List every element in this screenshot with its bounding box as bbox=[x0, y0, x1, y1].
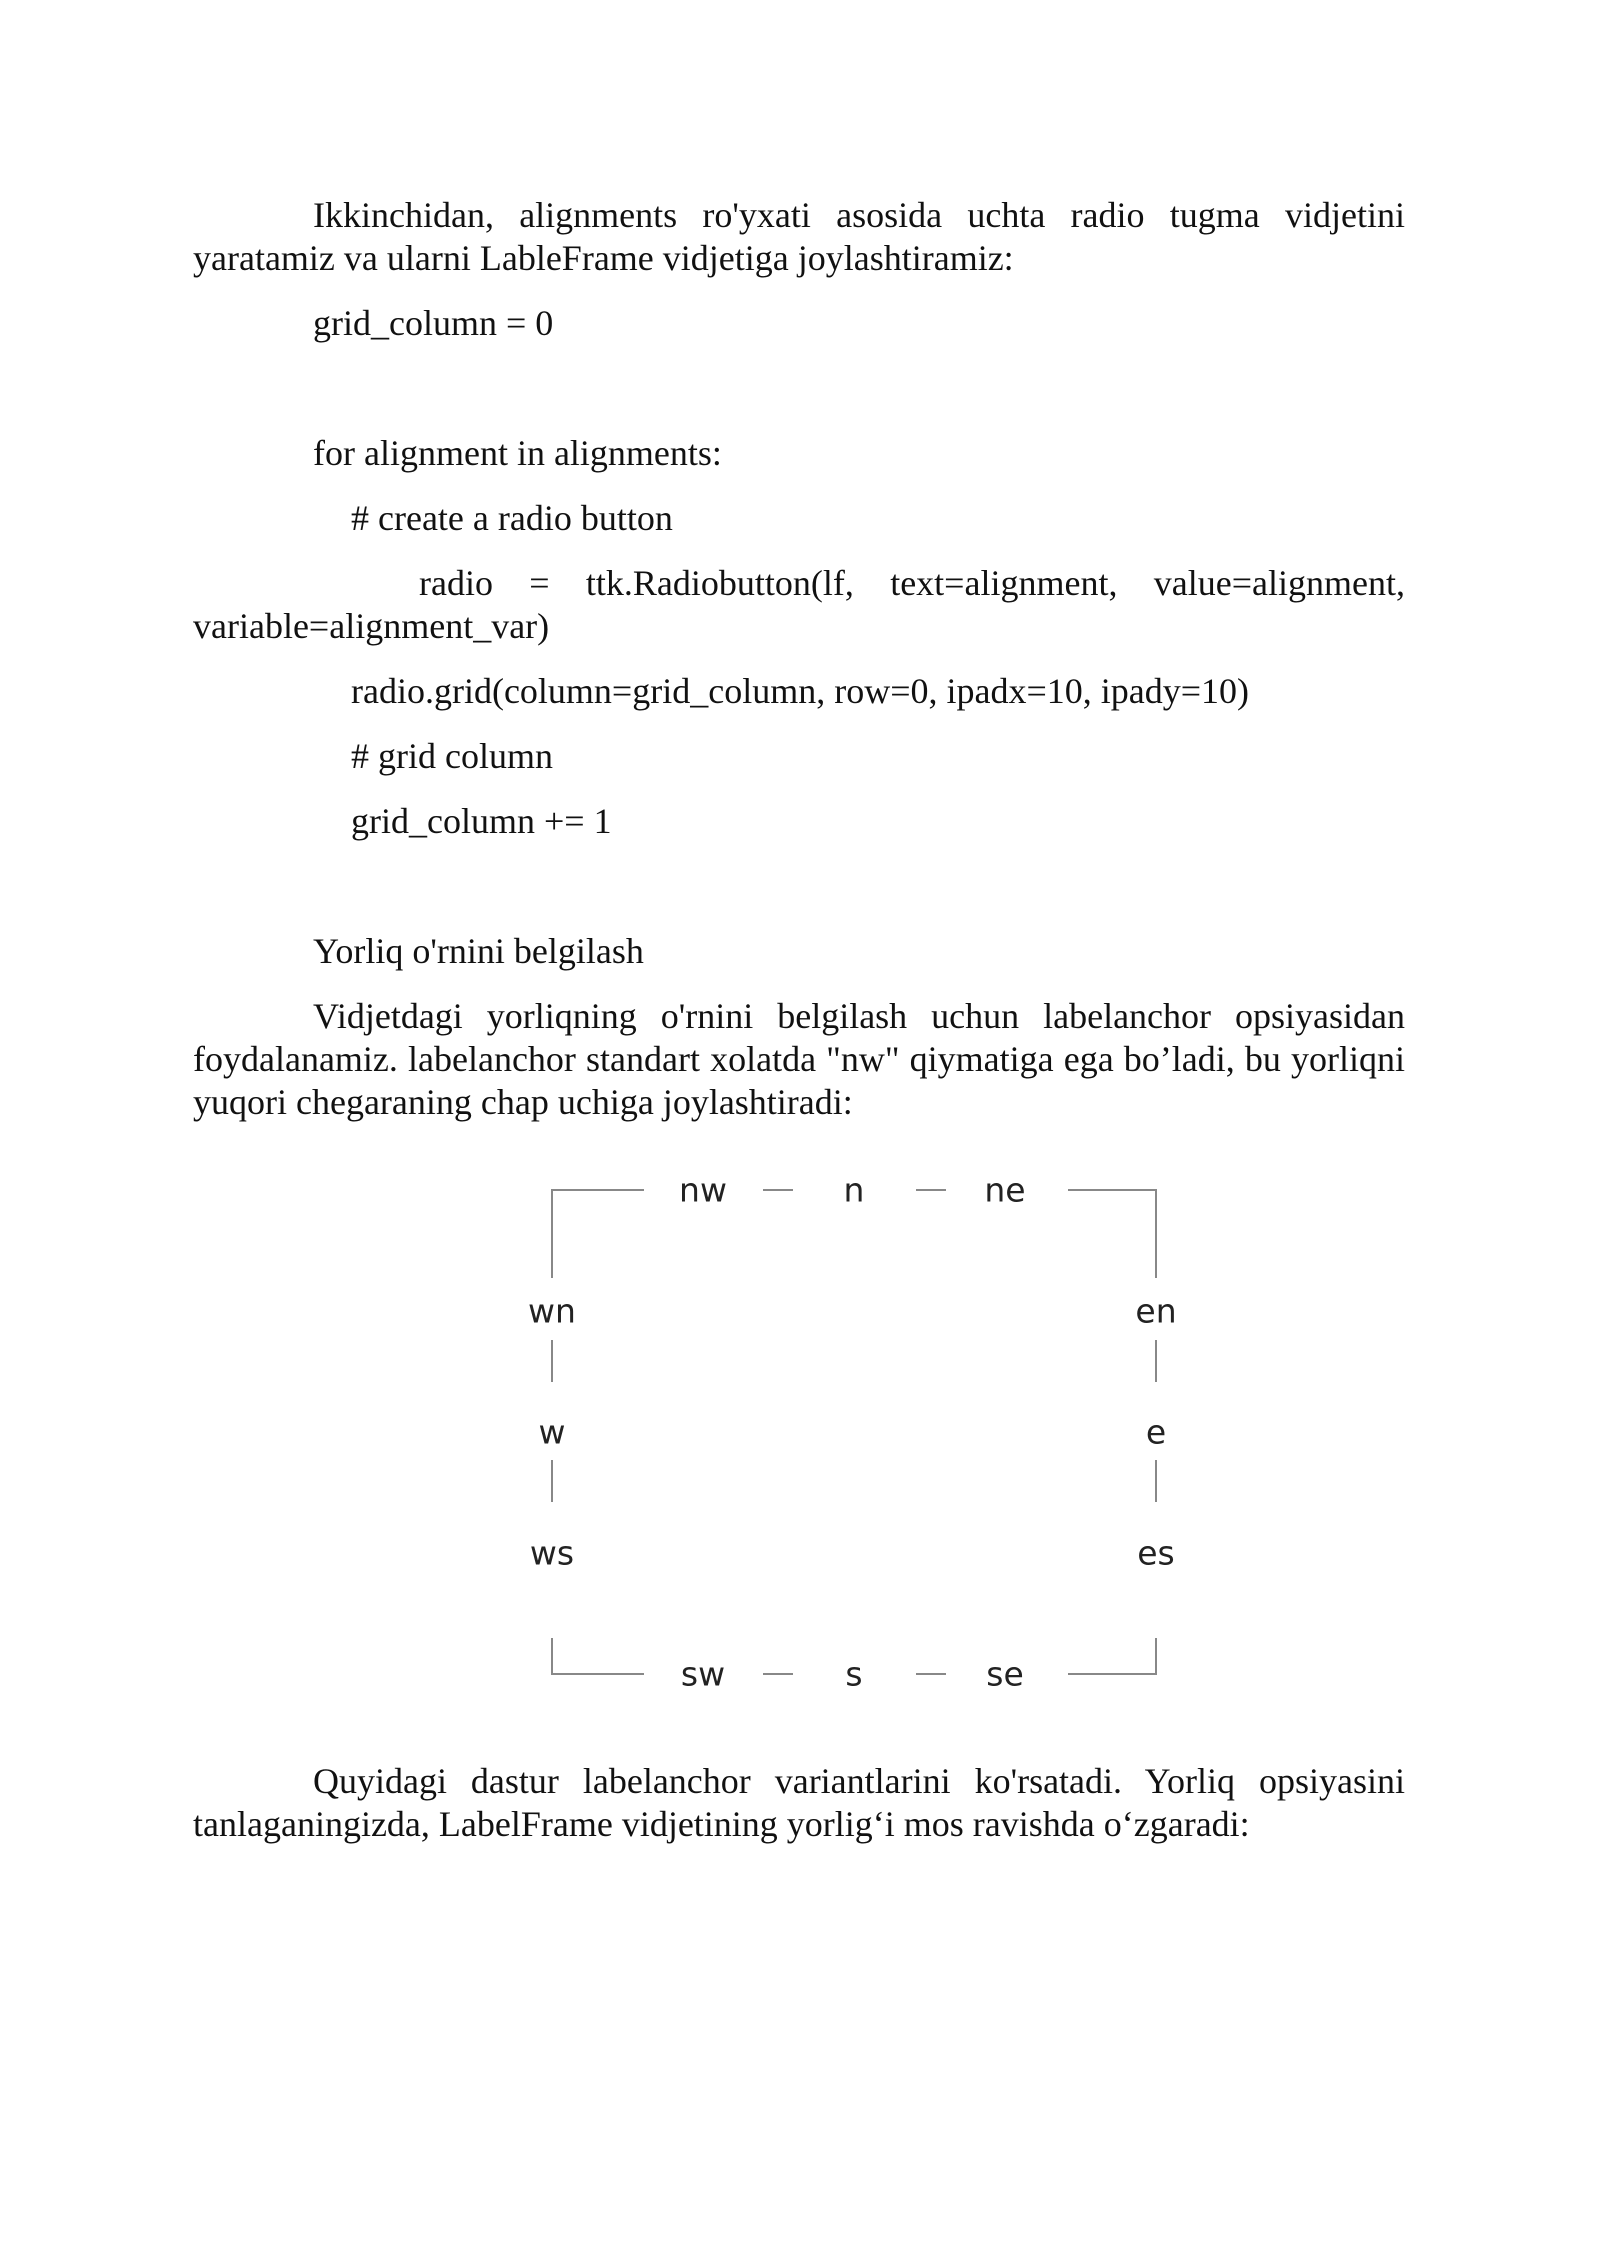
corner-bottom-right bbox=[1068, 1638, 1156, 1674]
code-line-radio-create-cont: variable=alignment_var) bbox=[193, 606, 550, 646]
code-line-grid-column-init: grid_column = 0 bbox=[313, 303, 554, 343]
anchor-label-ws: ws bbox=[529, 1533, 575, 1573]
code-line-grid-increment: grid_column += 1 bbox=[351, 801, 612, 841]
anchor-label-nw: nw bbox=[679, 1170, 727, 1210]
code-line-comment-grid: # grid column bbox=[351, 736, 553, 776]
anchor-label-e: e bbox=[1145, 1412, 1167, 1452]
paragraph-program-intro: Quyidagi dastur labelanchor variantlarini ko'rsatadi. Yorliq opsiyasini tanlaganingizda, LabelFrame vidjetining yorlig‘i mos ravishda o‘zgaradi: bbox=[193, 1761, 1405, 1844]
corner-top-right bbox=[1068, 1190, 1156, 1278]
code-line-radio-create bbox=[419, 562, 1405, 605]
paragraph-intro: Ikkinchidan, alignments ro'yxati asosida uchta radio tugma vidjetini yaratamiz va ularni LableFrame vidjetiga joylashtiramiz: bbox=[193, 195, 1405, 278]
labelanchor-diagram bbox=[500, 1150, 1200, 1710]
code-token: = bbox=[529, 563, 550, 603]
anchor-label-sw: sw bbox=[680, 1654, 726, 1694]
code-token: ttk.Radiobutton(lf, bbox=[585, 563, 854, 603]
anchor-label-ne: ne bbox=[984, 1170, 1026, 1210]
section-heading: Yorliq o'rnini belgilash bbox=[313, 931, 644, 971]
code-line-for-loop: for alignment in alignments: bbox=[313, 433, 722, 473]
anchor-label-se: se bbox=[986, 1654, 1024, 1694]
paragraph-labelanchor: Vidjetdagi yorliqning o'rnini belgilash uchun labelanchor opsiyasidan foydalanamiz. labelanchor standart xolatda "nw" qiymatiga ega bo’ladi, bu yorliqni yuqori chegaraning chap uchiga joylashtiradi: bbox=[193, 996, 1405, 1122]
anchor-label-n: n bbox=[843, 1170, 865, 1210]
code-line-comment-radio: # create a radio button bbox=[351, 498, 673, 538]
corner-top-left bbox=[552, 1190, 644, 1278]
code-token: text=alignment, bbox=[890, 563, 1118, 603]
anchor-label-w: w bbox=[538, 1412, 566, 1452]
anchor-label-es: es bbox=[1137, 1533, 1175, 1573]
code-token: value=alignment, bbox=[1153, 563, 1405, 603]
anchor-label-en: en bbox=[1135, 1291, 1177, 1331]
diagram-lines bbox=[500, 1150, 1200, 1710]
code-line-radio-grid: radio.grid(column=grid_column, row=0, ipadx=10, ipady=10) bbox=[351, 671, 1250, 711]
anchor-label-s: s bbox=[845, 1654, 863, 1694]
code-token: radio bbox=[419, 563, 493, 603]
anchor-label-wn: wn bbox=[528, 1291, 576, 1331]
corner-bottom-left bbox=[552, 1638, 644, 1674]
